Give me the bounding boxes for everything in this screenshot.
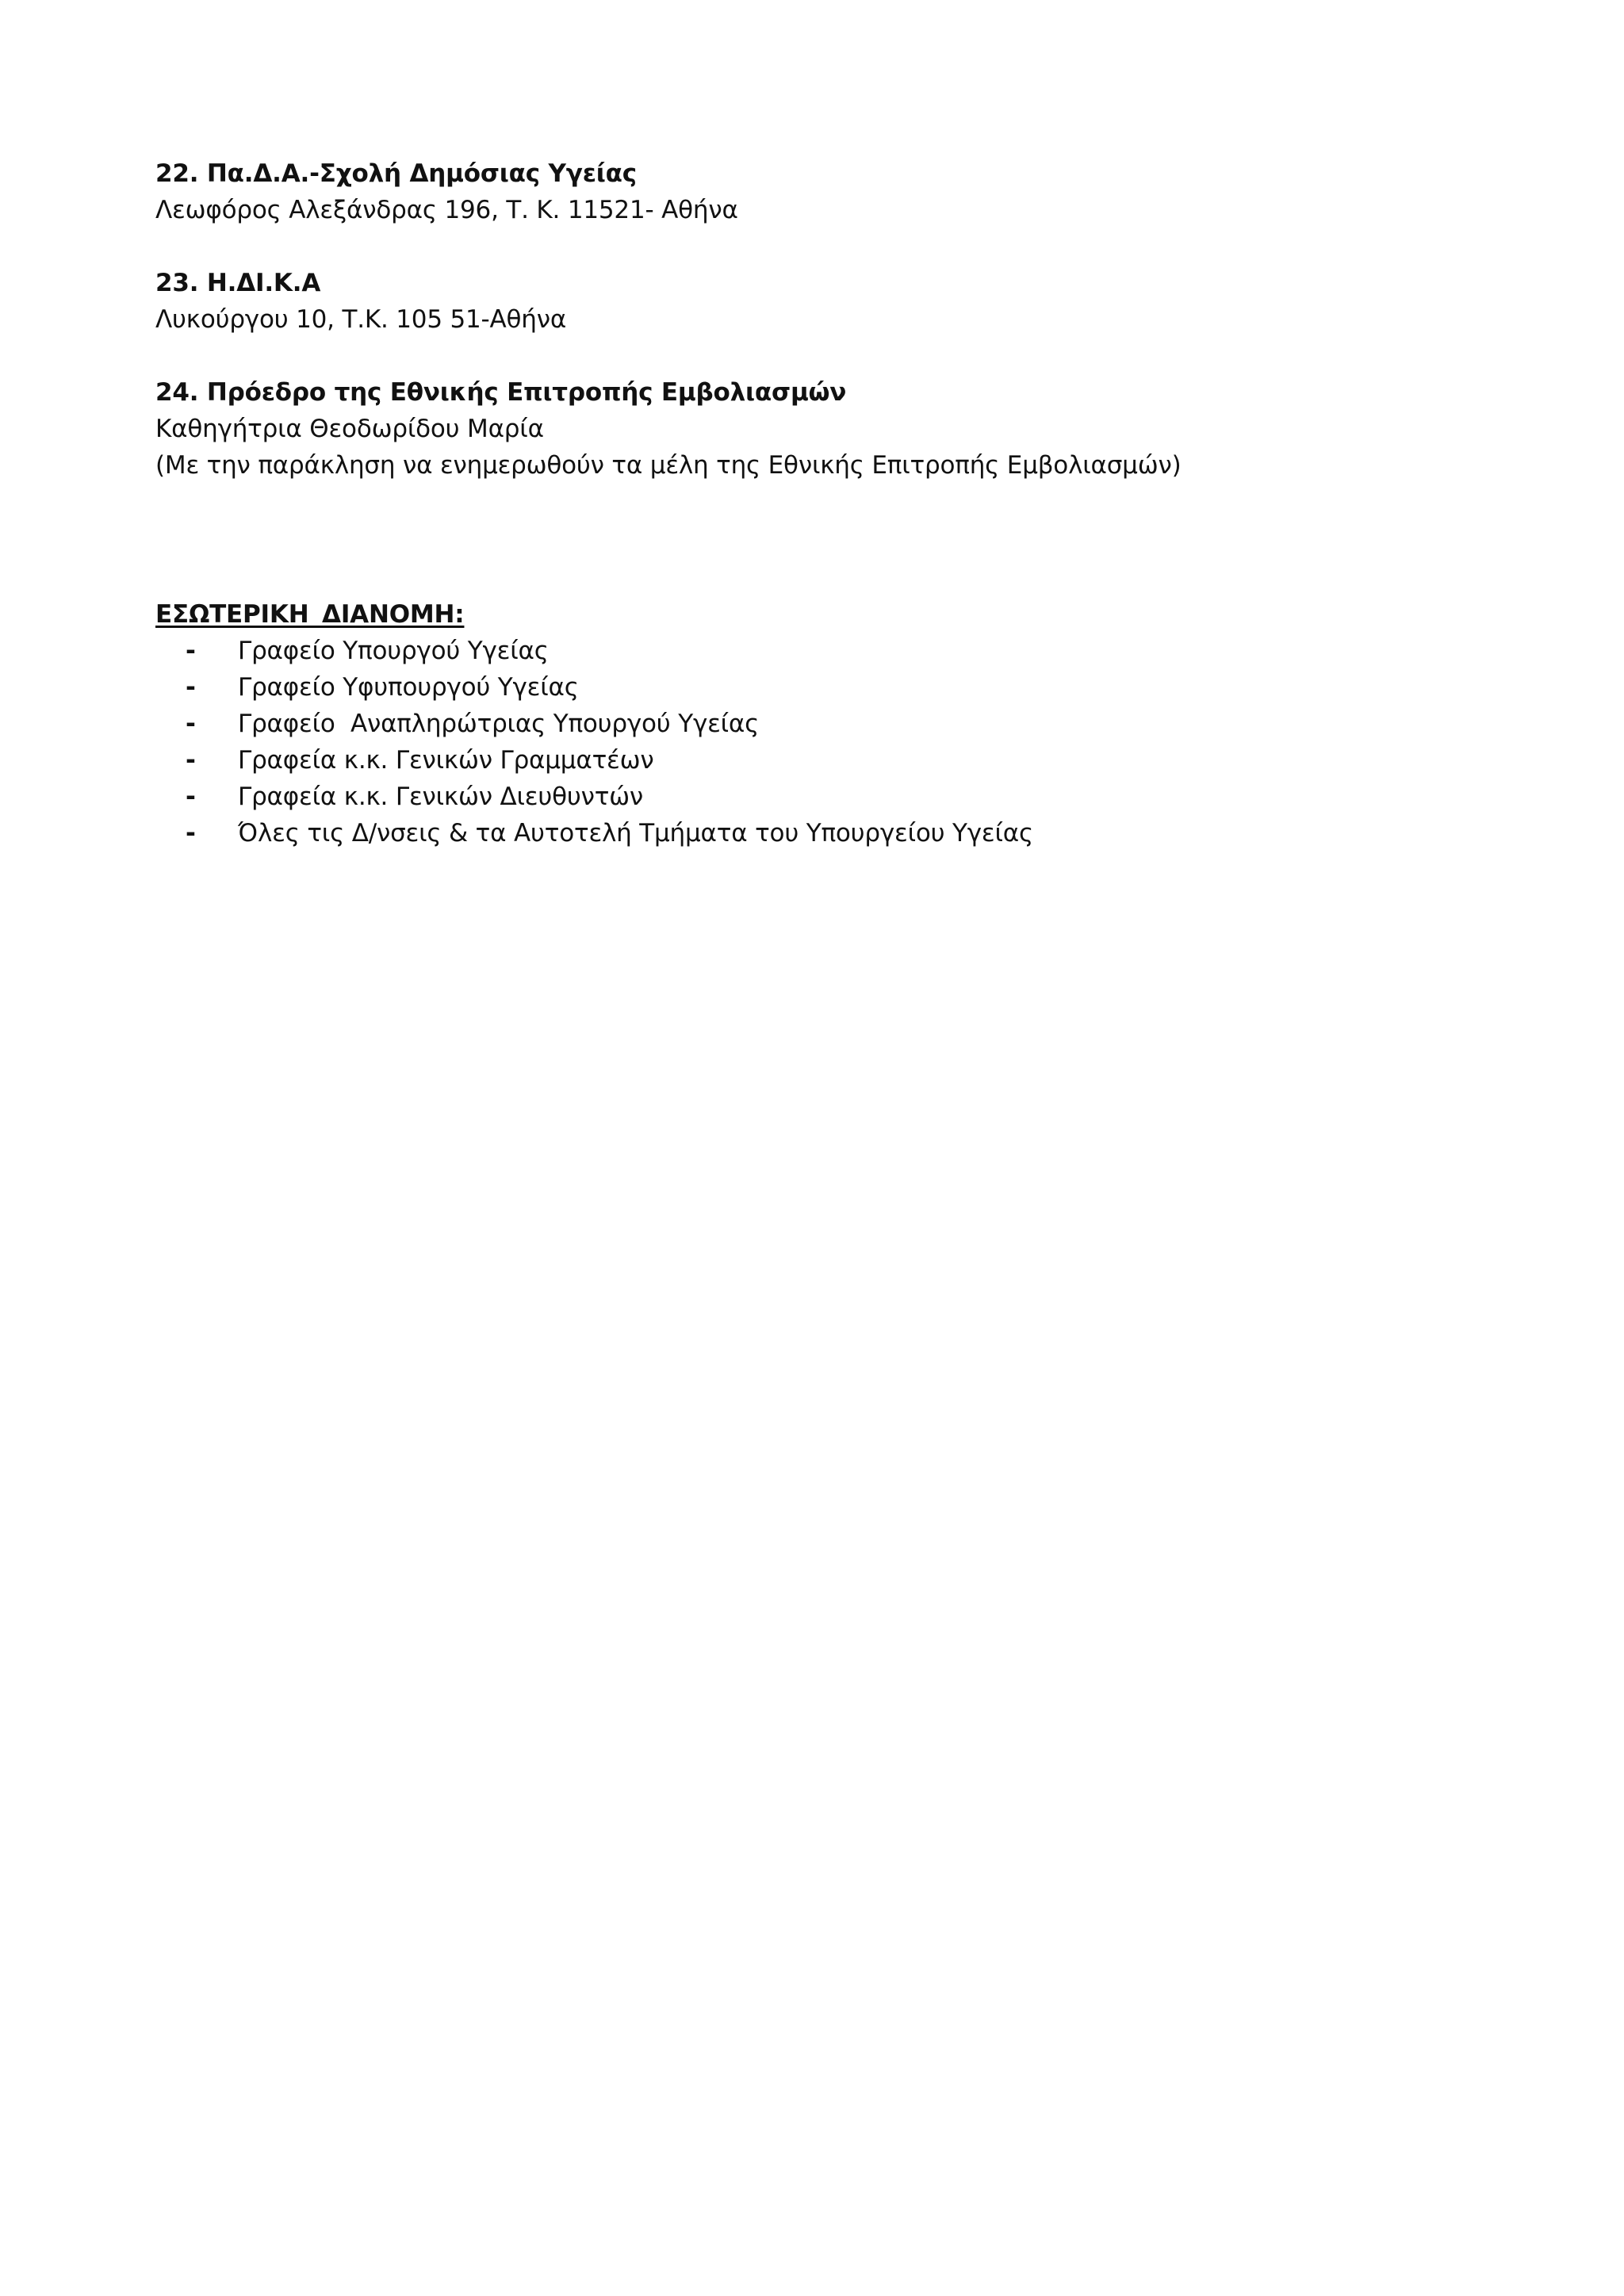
list-item-text: Γραφείο Υφυπουργού Υγείας — [238, 673, 579, 702]
document-content — [155, 155, 1472, 851]
list-item-text: Γραφεία κ.κ. Γενικών Διευθυντών — [238, 783, 644, 811]
dash-bullet-icon: - — [186, 783, 196, 811]
recipient-entry-22 — [155, 155, 1472, 228]
dash-bullet-icon: - — [186, 673, 196, 702]
internal-distribution-heading: ΕΣΩΤΕΡΙΚΗ ΔΙΑΝΟΜΗ: — [155, 600, 465, 629]
list-item — [155, 815, 1472, 851]
recipient-entry-24 — [155, 374, 1472, 484]
internal-distribution-list — [155, 633, 1472, 851]
recipient-address: Λυκούργου 10, Τ.Κ. 105 51-Αθήνα — [155, 305, 567, 334]
list-item-text: Όλες τις Δ/νσεις & τα Αυτοτελή Τμήματα του Υπουργείου Υγείας — [238, 819, 1033, 848]
dash-bullet-icon: - — [186, 819, 196, 848]
recipient-address: Λεωφόρος Αλεξάνδρας 196, Τ. Κ. 11521- Αθήνα — [155, 196, 738, 224]
recipient-title: 23. Η.ΔΙ.Κ.Α — [155, 269, 321, 297]
list-item — [155, 633, 1472, 669]
list-item-text: Γραφείο Υπουργού Υγείας — [238, 637, 549, 665]
list-item — [155, 779, 1472, 815]
recipient-entry-23 — [155, 265, 1472, 338]
recipient-name: Καθηγήτρια Θεοδωρίδου Μαρία — [155, 415, 544, 443]
list-item — [155, 742, 1472, 779]
list-item — [155, 706, 1472, 742]
list-item-text: Γραφείο Αναπληρώτριας Υπουργού Υγείας — [238, 710, 760, 738]
recipient-title: 24. Πρόεδρο της Εθνικής Επιτροπής Εμβολιασμών — [155, 378, 847, 407]
spacer — [155, 560, 1472, 596]
recipient-title: 22. Πα.Δ.Α.-Σχολή Δημόσιας Υγείας — [155, 159, 637, 188]
internal-distribution-section — [155, 596, 1472, 851]
spacer — [155, 228, 1472, 265]
recipient-note: (Με την παράκληση να ενημερωθούν τα μέλη της Εθνικής Επιτροπής Εμβολιασμών) — [155, 451, 1182, 480]
list-item-text: Γραφεία κ.κ. Γενικών Γραμματέων — [238, 746, 654, 775]
dash-bullet-icon: - — [186, 746, 196, 775]
dash-bullet-icon: - — [186, 637, 196, 665]
dash-bullet-icon: - — [186, 710, 196, 738]
spacer — [155, 338, 1472, 374]
list-item — [155, 669, 1472, 706]
spacer — [155, 484, 1472, 560]
